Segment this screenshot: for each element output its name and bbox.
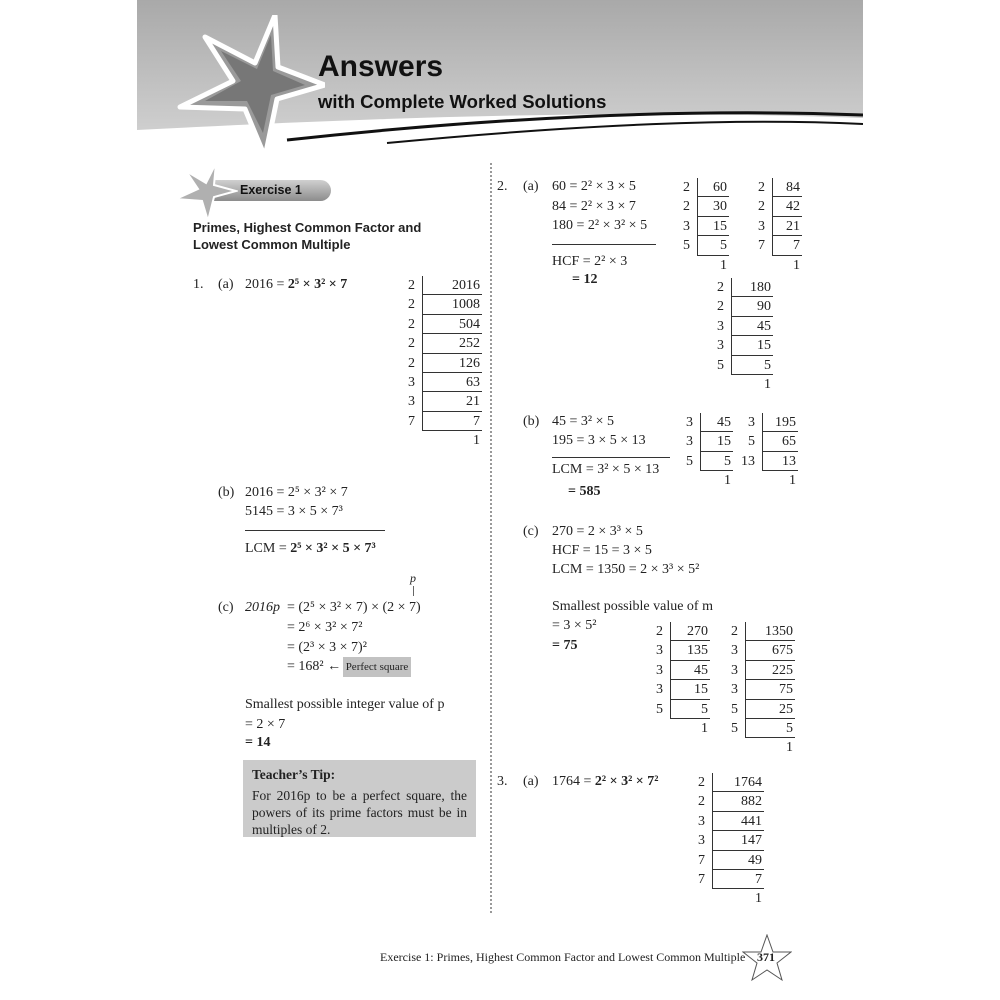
q2c-label: (c)	[523, 524, 539, 539]
tip-title: Teacher’s Tip:	[252, 767, 336, 782]
q1c-line: = 168² ←	[287, 659, 342, 674]
ladder-row	[704, 375, 773, 394]
ladder-row	[717, 719, 795, 738]
ladder-dividend: 15	[670, 680, 710, 699]
ladder-divisor: 5	[717, 357, 724, 373]
star-icon	[175, 15, 325, 156]
ladder-dividend: 5	[670, 700, 710, 719]
ladder-45	[673, 413, 733, 491]
ladder-row	[395, 412, 482, 431]
ladder-divisor: 2	[408, 336, 415, 352]
ladder-row	[643, 641, 710, 660]
ladder-84	[745, 178, 802, 275]
ladder-dividend: 25	[745, 700, 795, 719]
q1b-line: 5145 = 3 × 5 × 7³	[245, 504, 343, 519]
ladder-dividend: 1764	[712, 773, 764, 792]
q1-number: 1.	[193, 277, 204, 292]
ladder-divisor: 2	[717, 280, 724, 295]
ladder-quotient: 1	[793, 257, 800, 273]
ladder-divisor: 3	[686, 415, 693, 430]
ladder-quotient: 1	[473, 433, 480, 449]
q2b-line: 195 = 3 × 5 × 13	[552, 433, 646, 448]
ladder-spacer	[717, 738, 745, 757]
ladder-row	[704, 278, 773, 297]
ladder-divisor: 7	[408, 413, 415, 429]
ladder-dividend: 147	[712, 831, 764, 850]
ladder-row	[643, 680, 710, 699]
q3a-label: (a)	[523, 774, 539, 789]
ladder-quotient: 1	[786, 740, 793, 756]
ladder-60	[670, 178, 729, 275]
ladder-dividend: 49	[712, 851, 764, 870]
ladder-row	[643, 700, 710, 719]
q1b-lcm	[245, 542, 376, 556]
ladder-divisor: 3	[748, 415, 755, 430]
ladder-divisor: 2	[656, 624, 663, 639]
ladder-divisor: 2	[698, 775, 705, 790]
q1b-label: (b)	[218, 485, 235, 500]
ladder-row	[643, 661, 710, 680]
ladder-row	[717, 680, 795, 699]
q1c-line: = (2³ × 3 × 7)²	[287, 640, 367, 655]
q3a-expression	[552, 775, 658, 789]
ladder-divisor: 5	[683, 238, 690, 254]
q2c-step: = 3 × 5²	[552, 618, 597, 633]
ladder-divisor: 3	[683, 218, 690, 234]
ladder-row	[704, 336, 773, 355]
ladder-180	[704, 278, 773, 394]
ladder-dividend: 15	[700, 432, 733, 451]
ladder-dividend: 84	[772, 178, 802, 197]
ladder-divisor: 5	[656, 701, 663, 717]
q2a-line: 180 = 2² × 3² × 5	[552, 218, 648, 233]
q2b-rule	[552, 457, 670, 458]
ladder-dividend: 252	[422, 334, 482, 353]
ladder-divisor: 2	[408, 355, 415, 371]
ladder-row	[673, 452, 733, 471]
ladder-divisor: 2	[408, 297, 415, 313]
ladder-divisor: 5	[686, 453, 693, 469]
ladder-divisor: 2	[698, 794, 705, 810]
ladder-row	[745, 256, 802, 275]
ladder-row	[685, 831, 764, 850]
ladder-spacer	[745, 256, 772, 275]
ladder-dividend: 30	[697, 197, 729, 216]
ladder-dividend: 675	[745, 641, 795, 660]
q1c-line: = (2⁵ × 3² × 7) × (2 × 7)	[287, 600, 421, 615]
ladder-dividend: 45	[670, 661, 710, 680]
column-divider	[490, 163, 492, 913]
ladder-divisor: 2	[408, 278, 415, 293]
q1c-answer: = 14	[245, 735, 271, 750]
q2c-line: 270 = 2 × 3³ × 5	[552, 524, 643, 539]
ladder-divisor: 2	[408, 316, 415, 332]
ladder-row	[395, 295, 482, 314]
ladder-row	[745, 178, 802, 197]
ladder-quotient: 1	[724, 473, 731, 489]
ladder-dividend: 441	[712, 812, 764, 831]
q2c-line: HCF = 15 = 3 × 5	[552, 543, 652, 558]
ladder-dividend: 1008	[422, 295, 482, 314]
ladder-spacer	[643, 719, 670, 738]
ladder-row	[685, 870, 764, 889]
ladder-dividend: 65	[762, 432, 798, 451]
perfect-square-callout: Perfect square	[343, 657, 411, 677]
ladder-divisor: 3	[656, 682, 663, 698]
section-heading-line2: Lowest Common Multiple	[193, 237, 351, 252]
ladder-divisor: 7	[758, 238, 765, 254]
ladder-dividend: 5	[697, 236, 729, 255]
ladder-dividend: 135	[670, 641, 710, 660]
ladder-divisor: 3	[656, 643, 663, 659]
q2a-rule	[552, 244, 656, 245]
p-arrow-icon	[413, 586, 414, 596]
ladder-divisor: 2	[683, 199, 690, 215]
ladder-dividend: 13	[762, 452, 798, 471]
q1c-line: = 2⁶ × 3² × 7²	[287, 620, 363, 635]
ladder-dividend: 882	[712, 792, 764, 811]
q3-number: 3.	[497, 774, 508, 789]
ladder-quotient: 1	[755, 891, 762, 907]
ladder-divisor: 3	[408, 374, 415, 390]
ladder-dividend: 75	[745, 680, 795, 699]
ladder-row	[673, 413, 733, 432]
ladder-dividend: 1350	[745, 622, 795, 641]
section-heading-line1: Primes, Highest Common Factor and	[193, 220, 422, 235]
ladder-195	[730, 413, 798, 491]
ladder-divisor: 3	[717, 318, 724, 334]
ladder-row	[717, 622, 795, 641]
ladder-row	[670, 256, 729, 275]
ladder-dividend: 7	[422, 412, 482, 431]
ladder-row	[685, 889, 764, 908]
ladder-row	[670, 236, 729, 255]
exercise-badge-label: Exercise 1	[240, 183, 302, 197]
ladder-row	[704, 297, 773, 316]
ladder-row	[643, 622, 710, 641]
ladder-row	[730, 413, 798, 432]
ladder-row	[730, 432, 798, 451]
teachers-tip-box	[243, 760, 476, 837]
ladder-row	[395, 334, 482, 353]
ladder-1350	[717, 622, 795, 758]
ladder-dividend: 270	[670, 622, 710, 641]
ladder-dividend: 15	[731, 336, 773, 355]
ladder-dividend: 5	[731, 356, 773, 375]
ladder-row	[685, 851, 764, 870]
ladder-row	[730, 471, 798, 490]
ladder-row	[395, 373, 482, 392]
badge-star-icon	[174, 163, 238, 223]
ladder-quotient: 1	[789, 473, 796, 489]
ladder-row	[745, 217, 802, 236]
ladder-dividend: 63	[422, 373, 482, 392]
ladder-row	[730, 452, 798, 471]
ladder-divisor: 3	[731, 682, 738, 698]
ladder-divisor: 5	[731, 720, 738, 736]
ladder-divisor: 5	[748, 434, 755, 450]
ladder-divisor: 2	[758, 180, 765, 195]
ladder-row	[685, 812, 764, 831]
q1c-step: = 2 × 7	[245, 717, 286, 732]
ladder-divisor: 3	[656, 662, 663, 678]
q2b-label: (b)	[523, 414, 540, 429]
q1c-smallest: Smallest possible integer value of p	[245, 697, 445, 712]
q2c-smallest: Smallest possible value of m	[552, 599, 713, 614]
ladder-2016	[395, 276, 482, 451]
q2b-answer: = 585	[568, 484, 601, 499]
page-number: 371	[757, 950, 775, 964]
ladder-row	[673, 471, 733, 490]
ladder-dividend: 45	[731, 317, 773, 336]
ladder-divisor: 2	[683, 180, 690, 195]
q2a-line: 84 = 2² × 3 × 7	[552, 199, 636, 214]
ladder-divisor: 7	[698, 871, 705, 887]
ladder-dividend: 126	[422, 354, 482, 373]
ladder-divisor: 5	[731, 701, 738, 717]
ladder-spacer	[730, 471, 762, 490]
ladder-row	[395, 392, 482, 411]
p-marker: p	[410, 571, 416, 585]
ladder-row	[670, 197, 729, 216]
ladder-dividend: 5	[745, 719, 795, 738]
ladder-quotient: 1	[720, 257, 727, 273]
ladder-row	[395, 276, 482, 295]
q1c-lhs: 2016p	[245, 600, 280, 615]
tip-body: For 2016p to be a perfect square, the powers of its prime factors must be in multiples of 2.	[252, 788, 467, 837]
ladder-dividend: 504	[422, 315, 482, 334]
q2c-line: LCM = 1350 = 2 × 3³ × 5²	[552, 562, 700, 577]
ladder-row	[670, 217, 729, 236]
ladder-row	[395, 315, 482, 334]
ladder-dividend: 21	[772, 217, 802, 236]
ladder-dividend: 15	[697, 217, 729, 236]
q2a-label: (a)	[523, 179, 539, 194]
q1b-rule	[245, 530, 385, 531]
ladder-row	[717, 641, 795, 660]
q2b-line: 45 = 3² × 5	[552, 414, 614, 429]
ladder-row	[717, 738, 795, 757]
ladder-spacer	[704, 375, 731, 394]
header-banner	[137, 0, 863, 156]
q1a-expression	[245, 278, 347, 292]
q1c-label: (c)	[218, 600, 234, 615]
ladder-dividend: 195	[762, 413, 798, 432]
ladder-dividend: 7	[772, 236, 802, 255]
ladder-divisor: 2	[717, 299, 724, 315]
ladder-divisor: 3	[698, 813, 705, 829]
ladder-row	[704, 356, 773, 375]
ladder-dividend: 21	[422, 392, 482, 411]
ladder-divisor: 3	[698, 833, 705, 849]
q1b-lcm-rhs: 2⁵ × 3² × 5 × 7³	[290, 541, 376, 556]
q2b-lcm: LCM = 3² × 5 × 13	[552, 462, 660, 477]
q2a-hcf: HCF = 2² × 3	[552, 254, 628, 269]
ladder-divisor: 7	[698, 852, 705, 868]
ladder-row	[643, 719, 710, 738]
ladder-row	[685, 792, 764, 811]
ladder-divisor: 3	[758, 218, 765, 234]
ladder-row	[395, 431, 482, 450]
ladder-spacer	[673, 471, 700, 490]
ladder-dividend: 7	[712, 870, 764, 889]
q2c-answer: = 75	[552, 638, 578, 653]
q2a-answer: = 12	[572, 272, 598, 287]
ladder-quotient: 1	[701, 720, 708, 736]
ladder-divisor: 2	[758, 199, 765, 215]
ladder-spacer	[670, 256, 697, 275]
ladder-dividend: 45	[700, 413, 733, 432]
page-subtitle: with Complete Worked Solutions	[318, 91, 607, 112]
ladder-divisor: 3	[731, 662, 738, 678]
ladder-divisor: 2	[731, 624, 738, 639]
ladder-row	[395, 354, 482, 373]
q2-number: 2.	[497, 179, 508, 194]
ladder-dividend: 90	[731, 297, 773, 316]
ladder-270	[643, 622, 710, 738]
q1b-lcm-lhs: LCM =	[245, 541, 291, 556]
ladder-dividend: 42	[772, 197, 802, 216]
page-title: Answers	[318, 50, 444, 83]
ladder-row	[717, 661, 795, 680]
ladder-divisor: 3	[717, 338, 724, 354]
ladder-divisor: 13	[741, 453, 755, 469]
ladder-row	[745, 197, 802, 216]
ladder-row	[717, 700, 795, 719]
ladder-row	[673, 432, 733, 451]
q1a-lhs: 2016 =	[245, 277, 288, 292]
ladder-divisor: 3	[686, 434, 693, 450]
ladder-dividend: 60	[697, 178, 729, 197]
q2a-line: 60 = 2² × 3 × 5	[552, 179, 636, 194]
ladder-spacer	[395, 431, 422, 450]
q3a-lhs: 1764 =	[552, 774, 595, 789]
ladder-row	[685, 773, 764, 792]
ladder-divisor: 3	[731, 643, 738, 659]
ladder-spacer	[685, 889, 712, 908]
footer-text: Exercise 1: Primes, Highest Common Factor and Lowest Common Multiple	[380, 950, 746, 964]
ladder-row	[745, 236, 802, 255]
ladder-dividend: 225	[745, 661, 795, 680]
ladder-row	[704, 317, 773, 336]
q1a-rhs: 2⁵ × 3² × 7	[287, 277, 348, 292]
ladder-dividend: 2016	[422, 276, 482, 295]
ladder-dividend: 5	[700, 452, 733, 471]
ladder-dividend: 180	[731, 278, 773, 297]
ladder-1764	[685, 773, 764, 909]
q3a-rhs: 2² × 3² × 7²	[594, 774, 659, 789]
ladder-row	[670, 178, 729, 197]
ladder-quotient: 1	[764, 376, 771, 392]
q1b-line: 2016 = 2⁵ × 3² × 7	[245, 485, 348, 500]
q1a-label: (a)	[218, 277, 234, 292]
ladder-divisor: 3	[408, 394, 415, 410]
